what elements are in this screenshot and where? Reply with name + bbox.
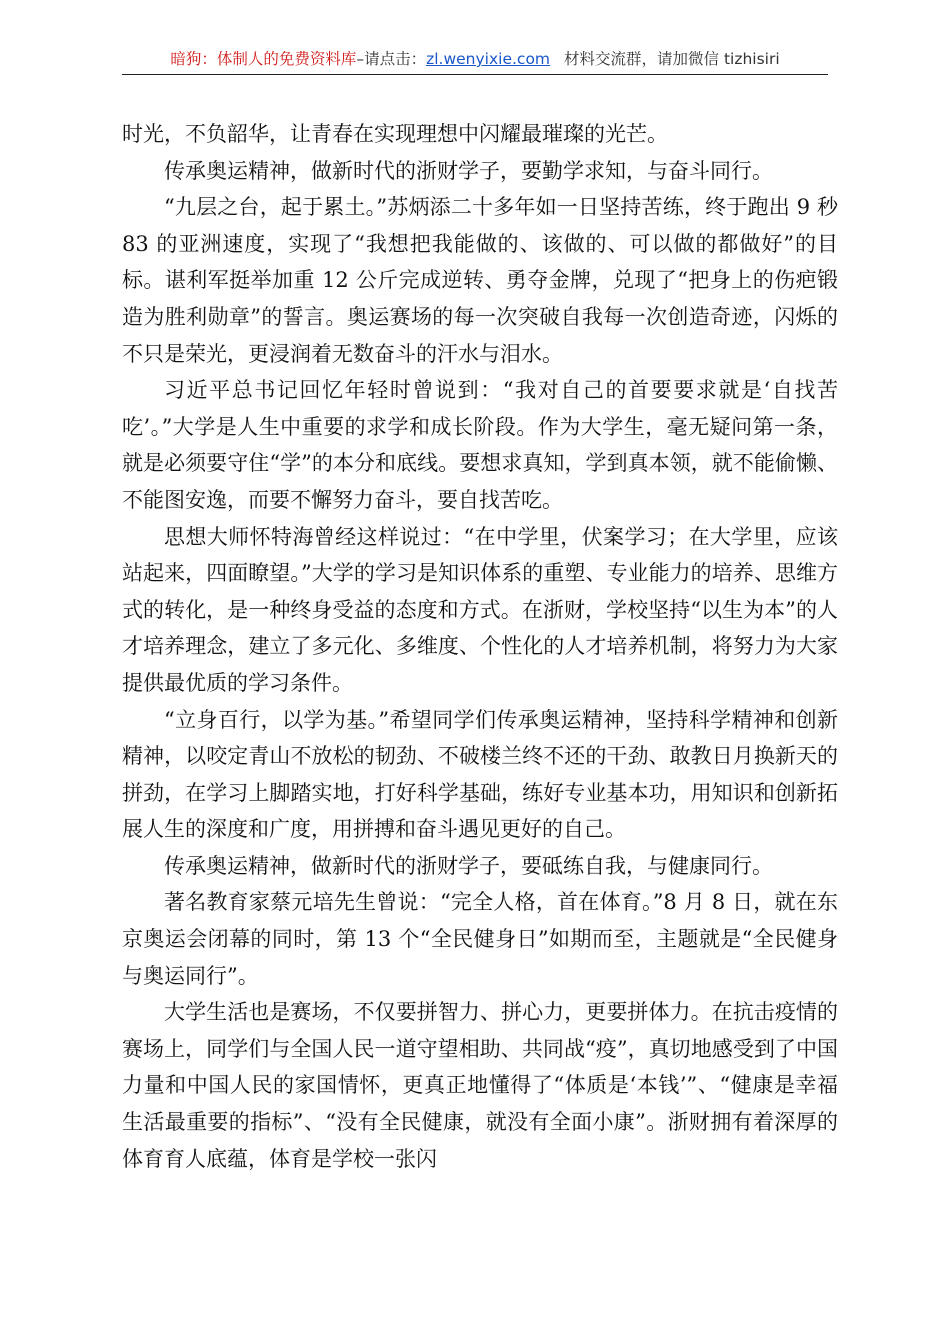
paragraph: 著名教育家蔡元培先生曾说：“完全人格，首在体育。”8 月 8 日，就在东京奥运会闭幕的同时，第 13 个“全民健身日”如期而至，主题就是“全民健身与奥运同行”。 [122, 890, 838, 988]
paragraph: 大学生活也是赛场，不仅要拼智力、拼心力，更要拼体力。在抗击疫情的赛场上，同学们与全国人民一道守望相助、共同战“疫”，真切地感受到了中国力量和中国人民的家国情怀，更真正地懂得了“体质是‘本钱’”、“健康是幸福生活最重要的指标”、“没有全民健康，就没有全面小康”。浙财拥有着深厚的体育育人底蕴，体育是学校一张闪 [122, 1000, 838, 1171]
paragraph: “九层之台，起于累土。”苏炳添二十多年如一日坚持苦练，终于跑出 9 秒 83 的亚洲速度，实现了“我想把我能做的、该做的、可以做的都做好”的目标。谌利军挺举加重 12 公斤完成逆转、勇夺金牌，兑现了“把身上的伤疤锻造为胜利勋章”的誓言。奥运赛场的每一次突破自我每一次创造奇迹，闪烁的不只是荣光，更浸润着无数奋斗的汗水与泪水。 [122, 195, 838, 366]
paragraph: 习近平总书记回忆年轻时曾说到：“我对自己的首要要求就是‘自找苦吃’。”大学是人生中重要的求学和成长阶段。作为大学生，毫无疑问第一条，就是必须要守住“学”的本分和底线。要想求真知，学到真本领，就不能偷懒、不能图安逸，而要不懈努力奋斗，要自找苦吃。 [122, 378, 838, 512]
paragraph: 传承奥运精神，做新时代的浙财学子，要砥练自我，与健康同行。 [164, 853, 773, 878]
header-prompt: –请点击： [356, 50, 427, 68]
header-contact: 材料交流群，请加微信 tizhisiri [564, 50, 780, 68]
page-header [122, 44, 828, 75]
paragraph: 时光，不负韶华，让青春在实现理想中闪耀最璀璨的光芒。 [122, 122, 668, 146]
document-body [122, 116, 838, 1177]
paragraph: 传承奥运精神，做新时代的浙财学子，要勤学求知，与奋斗同行。 [164, 158, 773, 183]
header-link[interactable]: zl.wenyixie.com [426, 50, 551, 68]
paragraph: 思想大师怀特海曾经这样说过：“在中学里，伏案学习；在大学里，应该站起来，四面瞭望。”大学的学习是知识体系的重塑、专业能力的培养、思维方式的转化，是一种终身受益的态度和方式。在浙财，学校坚持“以生为本”的人才培养理念，建立了多元化、多维度、个性化的人才培养机制，将努力为大家提供最优质的学习条件。 [122, 524, 838, 695]
paragraph: “立身百行，以学为基。”希望同学们传承奥运精神，坚持科学精神和创新精神，以咬定青山不放松的韧劲、不破楼兰终不还的干劲、敢教日月换新天的拼劲，在学习上脚踏实地，打好科学基础，练好专业基本功，用知识和创新拓展人生的深度和广度，用拼搏和奋斗遇见更好的自己。 [122, 707, 838, 842]
header-brand: 暗狗：体制人的免费资料库 [170, 50, 357, 68]
